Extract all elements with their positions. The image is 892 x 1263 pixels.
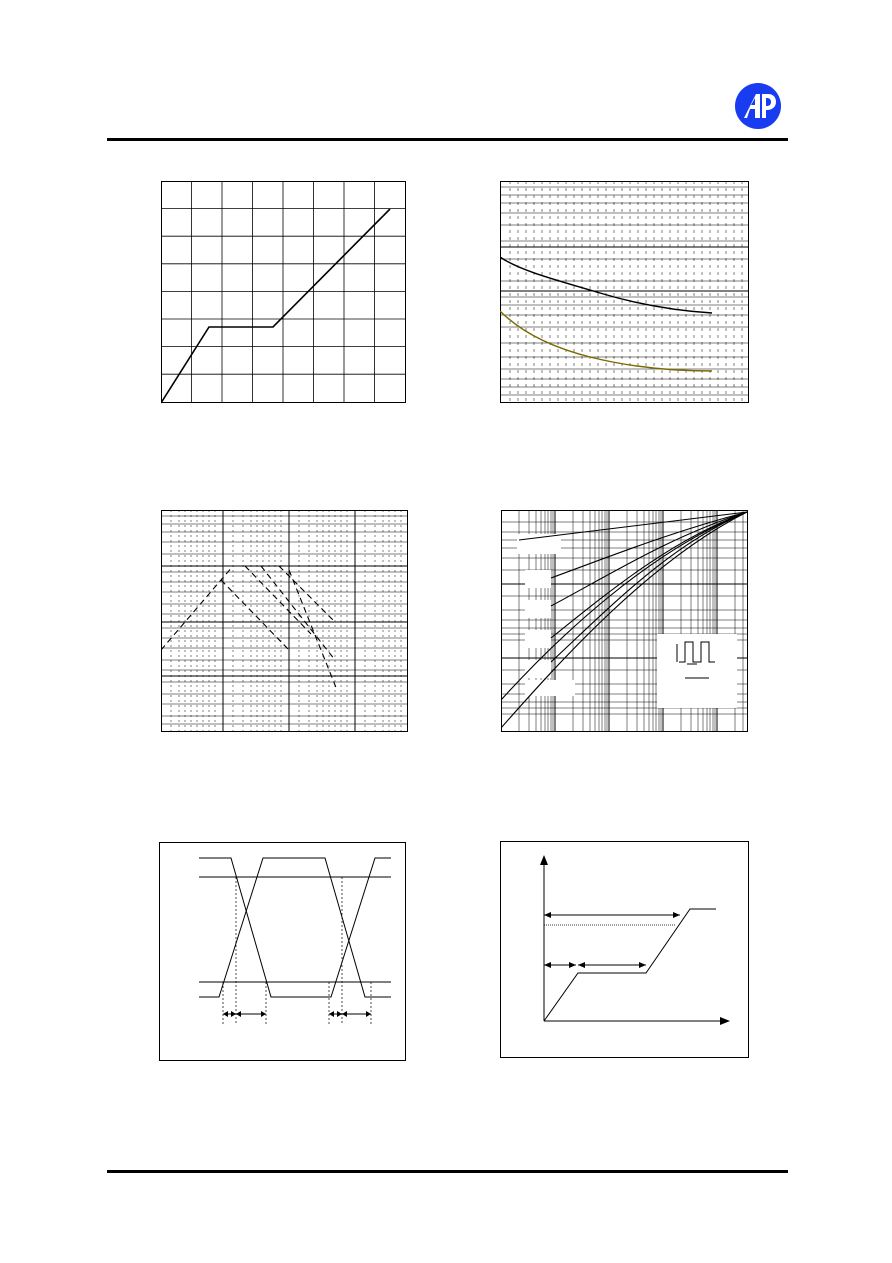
figure-gate-charge-waveform <box>500 841 750 1059</box>
figure-gate-charge <box>161 181 407 404</box>
legend-mask-left-4 <box>525 630 551 648</box>
thermal-chart <box>501 510 749 733</box>
figure-safe-operating-area <box>161 510 409 733</box>
soa-chart <box>161 510 409 733</box>
diode-chart <box>500 181 750 404</box>
switching-waveform-diagram <box>159 842 407 1062</box>
pulse-inset-box <box>657 634 737 708</box>
legend-mask-left-2 <box>525 570 551 588</box>
ap-logo-icon <box>734 82 782 130</box>
legend-mask-left-5 <box>525 660 551 678</box>
gate-charge-waveform-diagram <box>500 841 750 1059</box>
header-rule <box>107 138 788 141</box>
footer-rule <box>107 1170 788 1173</box>
figure-switching-time-waveform <box>159 842 407 1062</box>
legend-mask-left-3 <box>525 600 551 618</box>
figure-transient-thermal-impedance <box>501 510 749 733</box>
gate-charge-chart <box>161 181 407 404</box>
figure-source-drain-diode <box>500 181 750 404</box>
